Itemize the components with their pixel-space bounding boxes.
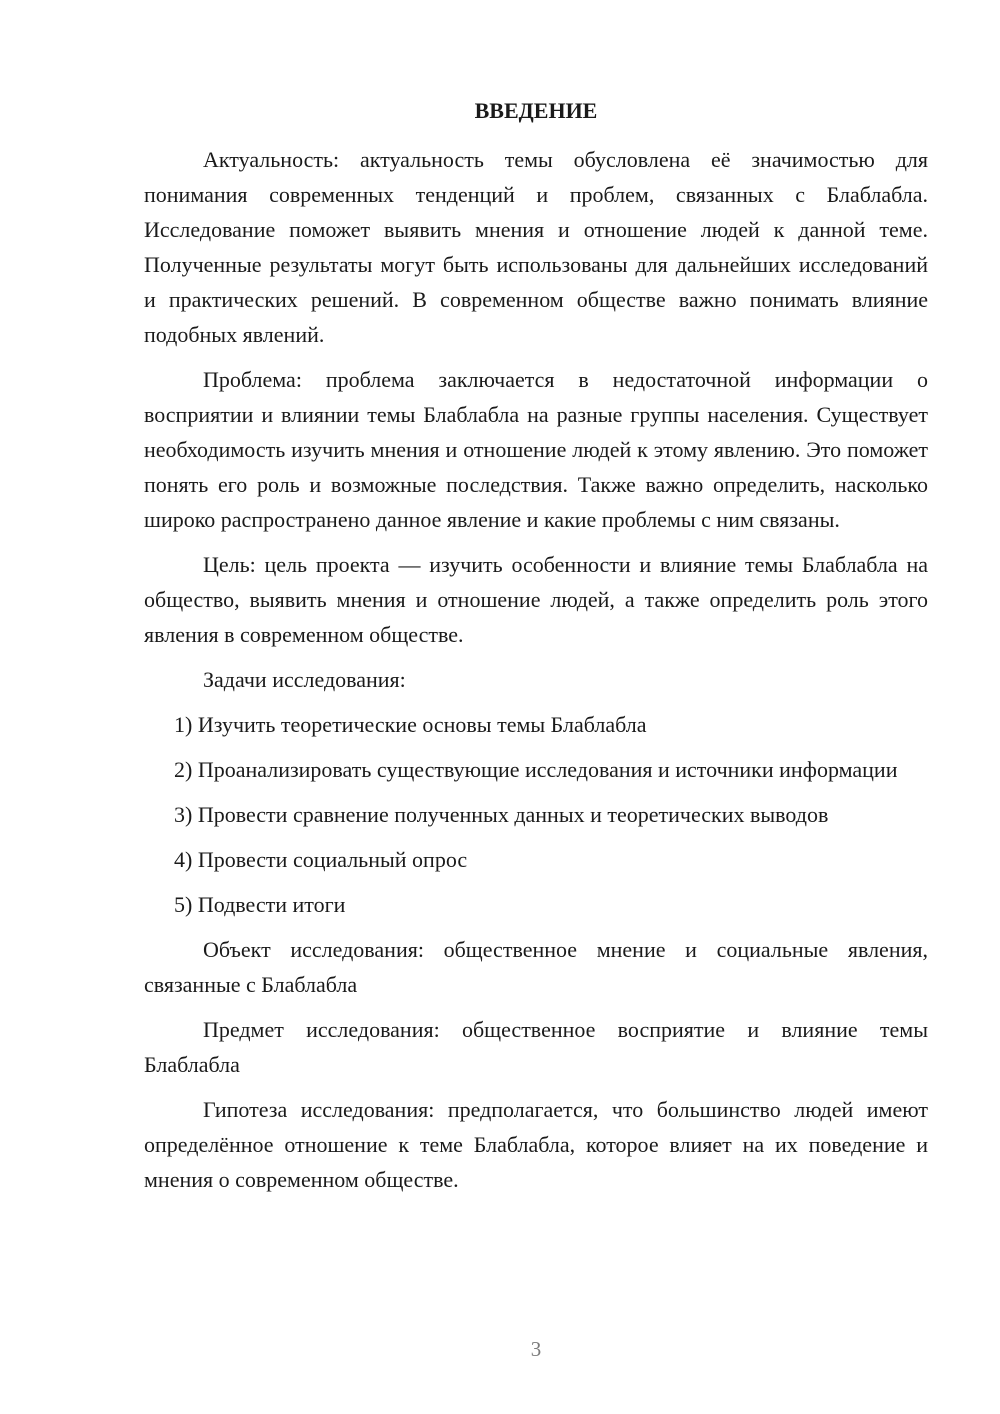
page-number: 3	[530, 1337, 542, 1361]
paragraph-subject: Предмет исследования: общественное восприятие и влияние темы Блаблабла	[144, 1017, 928, 1077]
document-body	[144, 142, 928, 1207]
paragraph-relevance: Актуальность: актуальность темы обусловлена её значимостью для понимания современных тенденций и проблем, связанных с Блаблабла. Исследование поможет выявить мнения и отношение людей к данной теме. Полученные результаты могут быть использованы для дальнейших исследований и практических решений. В современном обществе важно понимать влияние подобных явлений.	[144, 147, 928, 347]
paragraph-hypothesis: Гипотеза исследования: предполагается, что большинство людей имеют определённое отношение к теме Блаблабла, которое влияет на их поведение и мнения о современном обществе.	[144, 1097, 928, 1192]
paragraph-problem: Проблема: проблема заключается в недостаточной информации о восприятии и влиянии темы Блаблабла на разные группы населения. Существует необходимость изучить мнения и отношение людей к этому явлению. Это поможет понять его роль и возможные последствия. Также важно определить, насколько широко распространено данное явление и какие проблемы с ним связаны.	[144, 367, 928, 532]
paragraph-object: Объект исследования: общественное мнение и социальные явления, связанные с Блаблабла	[144, 937, 928, 997]
task-item-5: 5) Подвести итоги	[174, 892, 346, 917]
task-item-3: 3) Провести сравнение полученных данных и теоретических выводов	[174, 802, 829, 827]
document-page	[144, 0, 928, 1414]
task-item-4: 4) Провести социальный опрос	[174, 847, 468, 872]
task-item-1: 1) Изучить теоретические основы темы Блаблабла	[174, 712, 647, 737]
page-title: ВВЕДЕНИЕ	[474, 98, 598, 123]
paragraph-goal: Цель: цель проекта — изучить особенности и влияние темы Блаблабла на общество, выявить мнения и отношение людей, а также определить роль этого явления в современном обществе.	[144, 552, 928, 647]
tasks-heading: Задачи исследования:	[203, 667, 406, 692]
task-item-2: 2) Проанализировать существующие исследования и источники информации	[174, 757, 898, 782]
